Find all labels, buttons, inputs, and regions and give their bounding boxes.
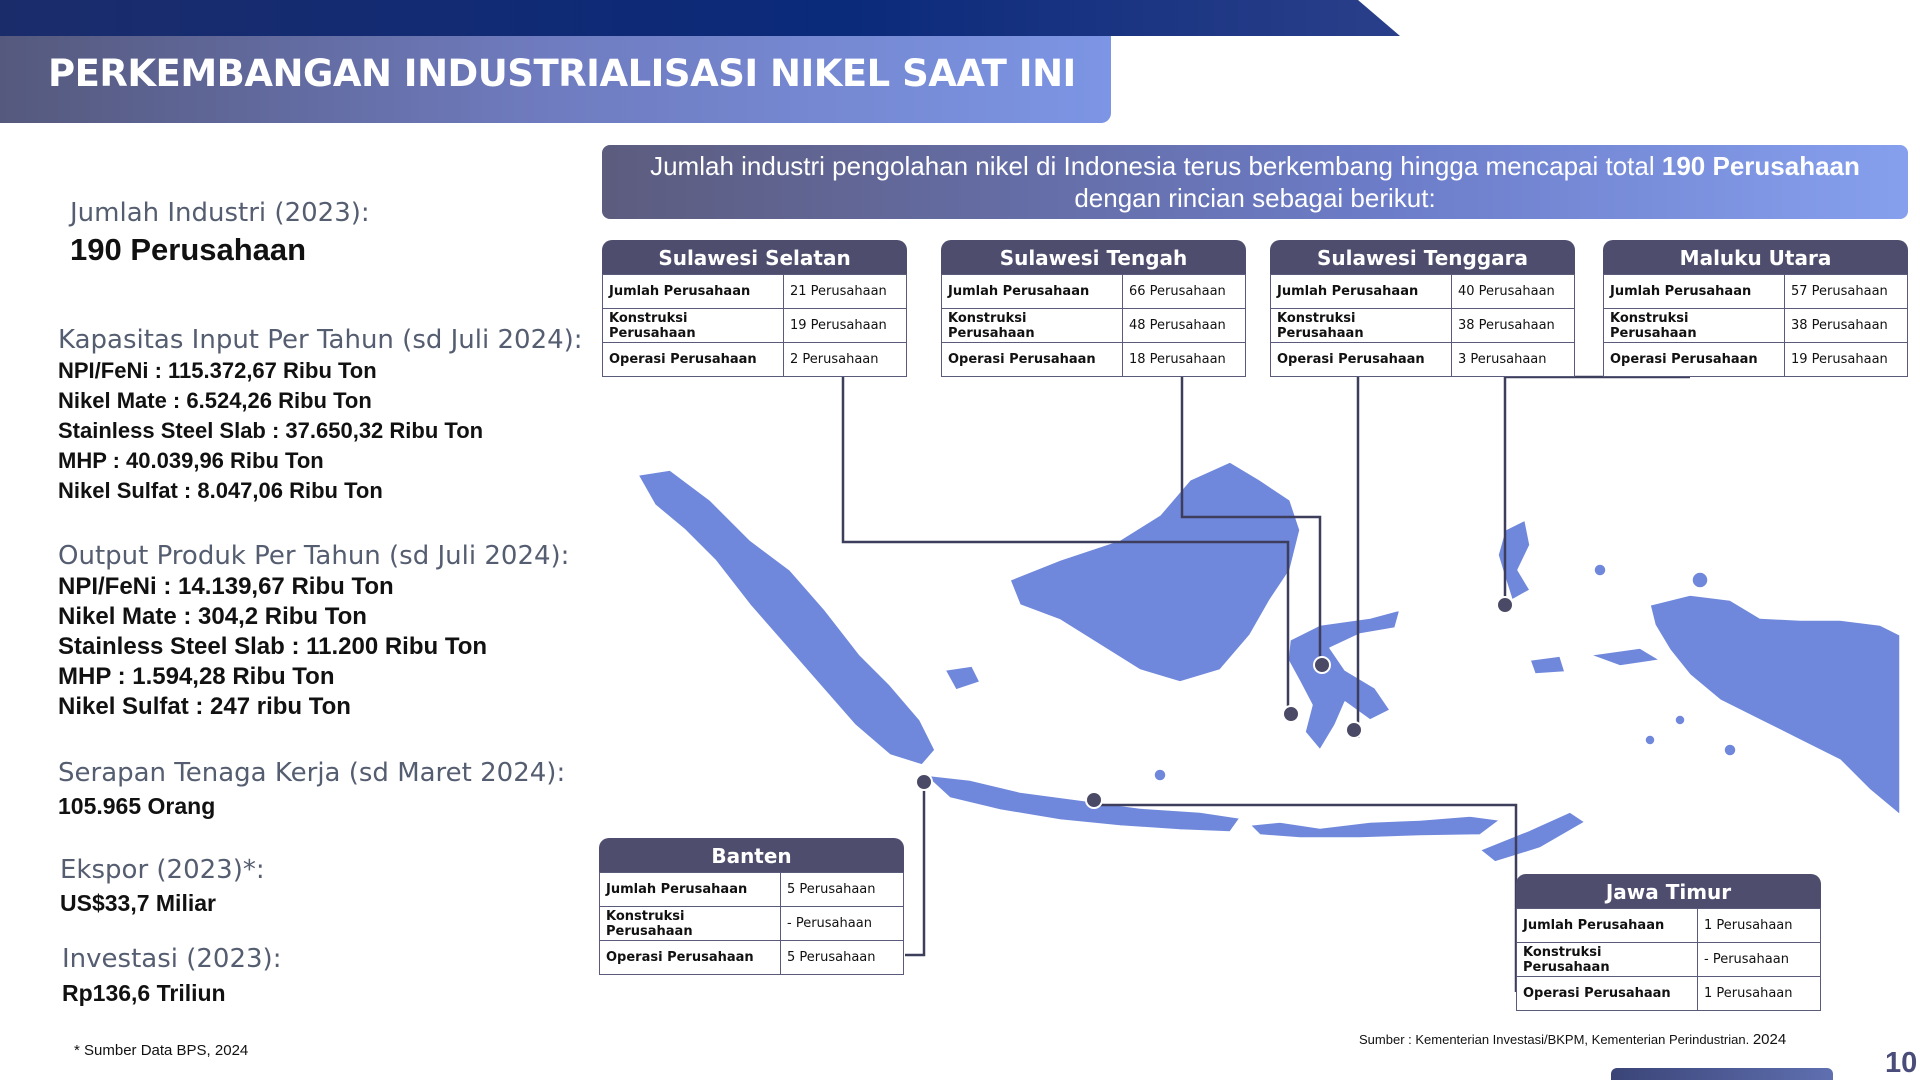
row-value: - Perusahaan — [781, 907, 904, 941]
island-borneo — [1010, 462, 1300, 682]
jumlah-industri-value: 190 Perusahaan — [70, 232, 307, 267]
region-table — [1270, 274, 1575, 377]
kapasitas-label: Kapasitas Input Per Tahun (sd Juli 2024): — [58, 325, 583, 355]
region-name: Sulawesi Selatan — [602, 240, 907, 274]
table-row — [1604, 275, 1908, 309]
row-label: Operasi Perusahaan — [603, 343, 784, 377]
region-name: Maluku Utara — [1603, 240, 1908, 274]
region-name: Jawa Timur — [1516, 874, 1821, 908]
row-label: Konstruksi Perusahaan — [1517, 943, 1698, 977]
source-note — [1359, 1031, 1786, 1048]
region-jawa-timur — [1516, 874, 1821, 1011]
region-maluku-utara — [1603, 240, 1908, 377]
output-list — [58, 572, 487, 722]
row-value: 2 Perusahaan — [784, 343, 907, 377]
table-row — [942, 309, 1246, 343]
island-bangka — [945, 666, 980, 690]
kapasitas-item: MHP : 40.039,96 Ribu Ton — [58, 448, 324, 473]
row-label: Operasi Perusahaan — [942, 343, 1123, 377]
row-value: 5 Perusahaan — [781, 873, 904, 907]
row-label: Konstruksi Perusahaan — [603, 309, 784, 343]
region-table — [1516, 908, 1821, 1011]
banner-text-after: dengan rincian sebagai berikut: — [1074, 183, 1436, 213]
table-row — [1604, 309, 1908, 343]
row-label: Operasi Perusahaan — [1604, 343, 1785, 377]
table-row — [1517, 909, 1821, 943]
row-value: 21 Perusahaan — [784, 275, 907, 309]
row-value: 57 Perusahaan — [1785, 275, 1908, 309]
island-papua — [1650, 595, 1900, 815]
row-value: 1 Perusahaan — [1698, 909, 1821, 943]
row-value: 19 Perusahaan — [1785, 343, 1908, 377]
island-seram — [1590, 648, 1660, 666]
row-value: 1 Perusahaan — [1698, 977, 1821, 1011]
row-value: 18 Perusahaan — [1123, 343, 1246, 377]
footnote: * Sumber Data BPS, 2024 — [74, 1042, 249, 1059]
row-value: 48 Perusahaan — [1123, 309, 1246, 343]
output-item: Stainless Steel Slab : 11.200 Ribu Ton — [58, 633, 488, 660]
output-item: Nikel Sulfat : 247 ribu Ton — [58, 693, 351, 720]
kapasitas-item: NPI/FeNi : 115.372,67 Ribu Ton — [58, 358, 377, 383]
table-row — [1271, 309, 1575, 343]
serapan-label: Serapan Tenaga Kerja (sd Maret 2024): — [58, 758, 566, 788]
island-sulawesi — [1288, 610, 1400, 750]
row-value: 19 Perusahaan — [784, 309, 907, 343]
row-label: Konstruksi Perusahaan — [1271, 309, 1452, 343]
page-number: 10 — [1885, 1047, 1918, 1079]
row-label: Operasi Perusahaan — [1271, 343, 1452, 377]
row-label: Konstruksi Perusahaan — [600, 907, 781, 941]
region-table — [602, 274, 907, 377]
top-decor-bar — [0, 0, 1400, 36]
region-table — [941, 274, 1246, 377]
investasi-label: Investasi (2023): — [62, 944, 282, 974]
table-row — [1604, 343, 1908, 377]
island-halmahera — [1498, 520, 1530, 600]
table-row — [603, 343, 907, 377]
table-row — [942, 343, 1246, 377]
row-value: 66 Perusahaan — [1123, 275, 1246, 309]
row-value: 40 Perusahaan — [1452, 275, 1575, 309]
region-table — [1603, 274, 1908, 377]
row-label: Jumlah Perusahaan — [1271, 275, 1452, 309]
source-year: 2024 — [1752, 1031, 1787, 1048]
investasi-value: Rp136,6 Triliun — [62, 980, 226, 1006]
island-java — [925, 775, 1240, 832]
source-text: Sumber : Kementerian Investasi/BKPM, Kementerian Perindustrian. — [1359, 1032, 1750, 1047]
kapasitas-item: Nikel Sulfat : 8.047,06 Ribu Ton — [58, 478, 383, 503]
row-value: - Perusahaan — [1698, 943, 1821, 977]
row-value: 38 Perusahaan — [1452, 309, 1575, 343]
table-row — [603, 275, 907, 309]
region-name: Sulawesi Tengah — [941, 240, 1246, 274]
ekspor-label: Ekspor (2023)*: — [60, 855, 265, 885]
table-row — [1271, 275, 1575, 309]
page-title: PERKEMBANGAN INDUSTRIALISASI NIKEL SAAT INI — [48, 52, 1076, 95]
row-value: 5 Perusahaan — [781, 941, 904, 975]
region-sulawesi-tengah — [941, 240, 1246, 377]
row-label: Jumlah Perusahaan — [942, 275, 1123, 309]
row-value: 3 Perusahaan — [1452, 343, 1575, 377]
region-sulawesi-tenggara — [1270, 240, 1575, 377]
row-label: Jumlah Perusahaan — [1517, 909, 1698, 943]
row-label: Konstruksi Perusahaan — [1604, 309, 1785, 343]
region-name: Banten — [599, 838, 904, 872]
row-label: Jumlah Perusahaan — [600, 873, 781, 907]
table-row — [600, 941, 904, 975]
row-label: Jumlah Perusahaan — [1604, 275, 1785, 309]
banner-text: Jumlah industri pengolahan nikel di Indonesia terus berkembang hingga mencapai total — [650, 151, 1655, 181]
kapasitas-list — [58, 356, 483, 506]
banner-total: 190 Perusahaan — [1661, 151, 1860, 181]
summary-banner — [602, 145, 1908, 219]
island-buru — [1530, 656, 1565, 674]
region-name: Sulawesi Tenggara — [1270, 240, 1575, 274]
row-label: Konstruksi Perusahaan — [942, 309, 1123, 343]
table-row — [1271, 343, 1575, 377]
region-table — [599, 872, 904, 975]
row-label: Operasi Perusahaan — [1517, 977, 1698, 1011]
table-row — [1517, 977, 1821, 1011]
row-label: Jumlah Perusahaan — [603, 275, 784, 309]
row-value: 38 Perusahaan — [1785, 309, 1908, 343]
output-item: MHP : 1.594,28 Ribu Ton — [58, 663, 335, 690]
table-row — [942, 275, 1246, 309]
output-item: NPI/FeNi : 14.139,67 Ribu Ton — [58, 573, 394, 600]
row-label: Operasi Perusahaan — [600, 941, 781, 975]
island-nusa-tenggara — [1250, 816, 1500, 838]
region-banten — [599, 838, 904, 975]
table-row — [1517, 943, 1821, 977]
region-sulawesi-selatan — [602, 240, 907, 377]
output-label: Output Produk Per Tahun (sd Juli 2024): — [58, 541, 570, 571]
bottom-decor-bar — [1611, 1068, 1833, 1080]
table-row — [603, 309, 907, 343]
kapasitas-item: Stainless Steel Slab : 37.650,32 Ribu Ton — [58, 418, 484, 443]
table-row — [600, 907, 904, 941]
jumlah-industri-label: Jumlah Industri (2023): — [70, 198, 370, 228]
table-row — [600, 873, 904, 907]
island-sumatra — [638, 470, 935, 765]
serapan-value: 105.965 Orang — [58, 793, 216, 819]
kapasitas-item: Nikel Mate : 6.524,26 Ribu Ton — [58, 388, 372, 413]
output-item: Nikel Mate : 304,2 Ribu Ton — [58, 603, 367, 630]
ekspor-value: US$33,7 Miliar — [60, 890, 216, 916]
